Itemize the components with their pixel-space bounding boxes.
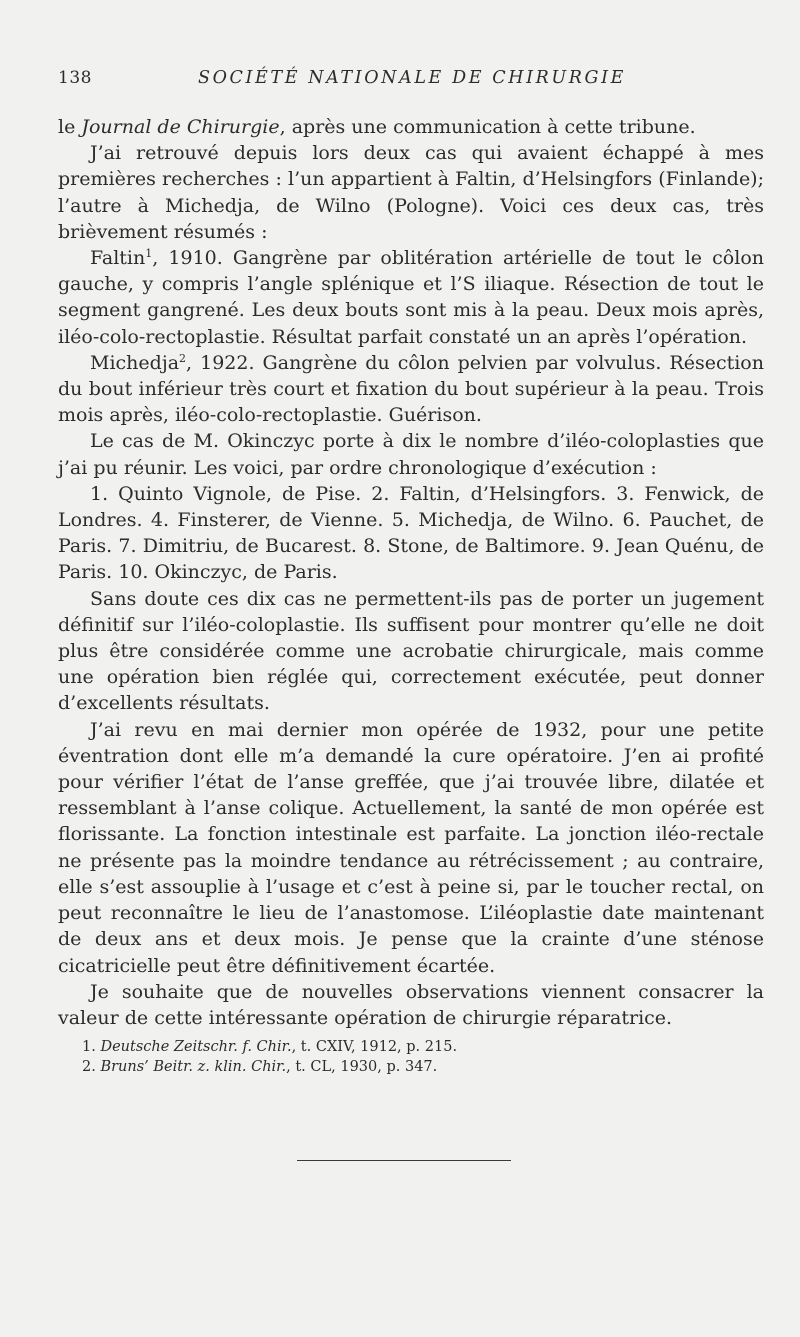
end-rule [297,1160,511,1161]
paragraph: Le cas de M. Okinczyc porte à dix le nombre d’iléo-coloplasties que j’ai pu réunir. Les voici, par ordre chronologique d’exécution : [58,430,764,479]
footnote-ref: 1 [145,247,153,261]
paragraph-continuation: le Journal de Chirurgie, après une communication à cette tribune. [58,116,696,138]
footnote-ref: 2 [179,351,187,365]
footnote-source: Deutsche Zeitschr. f. Chir. [100,1039,292,1055]
footnote: 1. Deutsche Zeitschr. f. Chir., t. CXIV, 1912, p. 215. [82,1039,458,1055]
paragraph: Je souhaite que de nouvelles observations viennent consacrer la valeur de cette intéressante opération de chirurgie réparatrice. [58,980,764,1029]
journal-title: Journal de Chirurgie [81,116,280,138]
running-head: SOCIÉTÉ NATIONALE DE CHIRURGIE [198,68,626,88]
paragraph: J’ai retrouvé depuis lors deux cas qui avaient échappé à mes premières recherches : l’un appartient à Faltin, d’Helsingfors (Finlande); l’autre à Michedja, de Wilno (Pologne). Voici ces deux cas, très brièvement résumés : [58,142,764,243]
body-text [58,114,764,1031]
page-number: 138 [58,68,92,88]
paragraph: Sans doute ces dix cas ne permettent-ils pas de porter un jugement définitif sur l’iléo-coloplastie. Ils suffisent pour montrer qu’elle ne doit plus être considérée comme une acrobatie chirurgicale, mais comme une opération bien réglée qui, correctement exécutée, peut donner d’excellents résultats. [58,587,764,715]
paragraph: J’ai revu en mai dernier mon opérée de 1932, pour une petite éventration dont elle m’a demandé la cure opératoire. J’en ai profité pour vérifier l’état de l’anse greffée, que j’ai trouvée libre, dilatée et ressemblant à l’anse colique. Actuellement, la santé de mon opérée est florissante. La fonction intestinale est parfaite. La jonction iléo-rectale ne présente pas la moindre tendance au rétrécissement ; au contraire, elle s’est assouplie à l’usage et c’est à peine si, par le toucher rectal, on peut reconnaître le lieu de l’anastomose. L’iléoplastie date maintenant de deux ans et deux mois. Je pense que la crainte d’une sténose cicatricielle peut être définitivement écartée. [58,718,764,977]
case-faltin-paragraph: Faltin$^1$, 1910. Gangrène par oblitération artérielle de tout le côlon gauche, y compris l’angle splénique et l’S iliaque. Résection de tout le segment gangrené. Les deux bouts sont mis à la peau. Deux mois après, iléo-colo-rectoplastie. Résultat parfait constaté un an après l’opération. [58,247,764,348]
footnote-source: Bruns’ Beitr. z. klin. Chir. [100,1059,287,1075]
footnote: 2. Bruns’ Beitr. z. klin. Chir., t. CL, 1930, p. 347. [82,1059,438,1075]
footnotes [82,1037,742,1077]
page-header [58,68,766,98]
case-michedja-paragraph: Michedja$^2$, 1922. Gangrène du côlon pelvien par volvulus. Résection du bout inférieur très court et fixation du bout supérieur à la peau. Trois mois après, iléo-colo-rectoplastie. Guérison. [58,351,764,427]
case-list-paragraph: 1. Quinto Vignole, de Pise. 2. Faltin, d’Helsingfors. 3. Fenwick, de Londres. 4. Finsterer, de Vienne. 5. Michedja, de Wilno. 6. Pauchet, de Paris. 7. Dimitriu, de Bucarest. 8. Stone, de Baltimore. 9. Jean Quénu, de Paris. 10. Okinczyc, de Paris. [58,482,764,584]
